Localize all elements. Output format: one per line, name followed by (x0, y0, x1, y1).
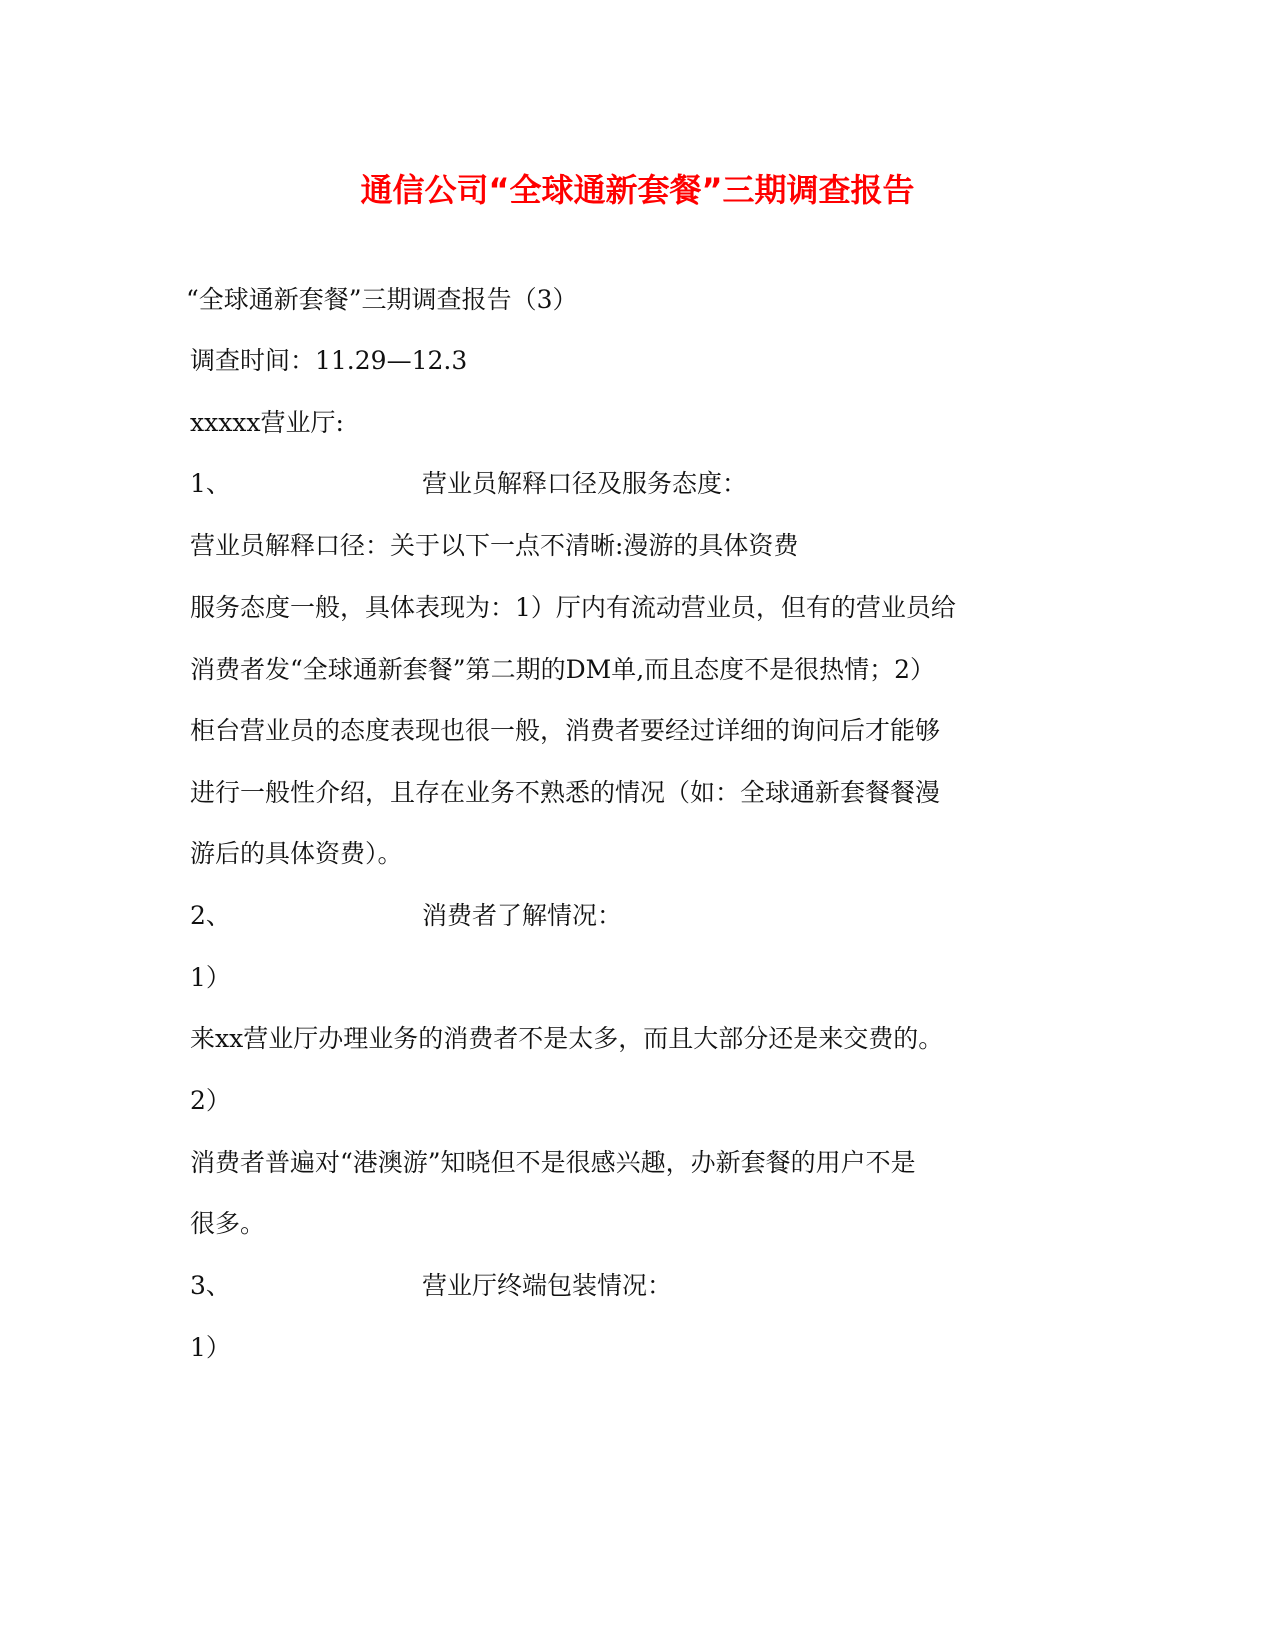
section-2-item-2-text: 很多。 (190, 1209, 266, 1238)
section-1-paragraph-line: 进行一般性介绍，且存在业务不熟悉的情况（如：全球通新套餐餐漫 (190, 778, 941, 807)
section-2-item-2-text: 消费者普遍对“港澳游”知晓但不是很感兴趣，办新套餐的用户不是 (190, 1148, 916, 1177)
section-2-item-1-text: 来xx营业厅办理业务的消费者不是太多，而且大部分还是来交费的。 (190, 1024, 944, 1053)
section-3-item-1-marker: 1） (190, 1333, 231, 1362)
section-2-item-1-marker: 1） (190, 963, 231, 992)
survey-time: 调查时间：11.29—12.3 (190, 346, 468, 375)
section-1-paragraph-line: 消费者发“全球通新套餐”第二期的DM单,而且态度不是很热情；2） (190, 655, 936, 684)
section-1-heading: 营业员解释口径及服务态度： (422, 469, 748, 498)
section-2-number: 2、 (190, 901, 231, 930)
section-3-heading-row (190, 1268, 672, 1304)
section-2-heading: 消费者了解情况： (422, 901, 623, 930)
section-1-paragraph-line: 营业员解释口径：关于以下一点不清晰:漫游的具体资费 (190, 531, 799, 560)
section-1-heading-row (190, 466, 747, 502)
section-1-paragraph-line: 游后的具体资费）。 (190, 839, 403, 868)
section-3-number: 3、 (190, 1271, 231, 1300)
report-subtitle: “全球通新套餐”三期调查报告（3） (186, 285, 578, 314)
document-title: 通信公司“全球通新套餐”三期调查报告 (360, 171, 915, 209)
section-1-paragraph-line: 柜台营业员的态度表现也很一般，消费者要经过详细的询问后才能够 (190, 716, 941, 745)
section-2-heading-row (190, 898, 622, 934)
hall-label: xxxxx营业厅: (190, 408, 344, 437)
section-1-number: 1、 (190, 469, 231, 498)
section-1-paragraph-line: 服务态度一般，具体表现为：1）厅内有流动营业员，但有的营业员给 (190, 593, 956, 622)
section-3-heading: 营业厅终端包装情况： (422, 1271, 673, 1300)
section-2-item-2-marker: 2） (190, 1086, 231, 1115)
